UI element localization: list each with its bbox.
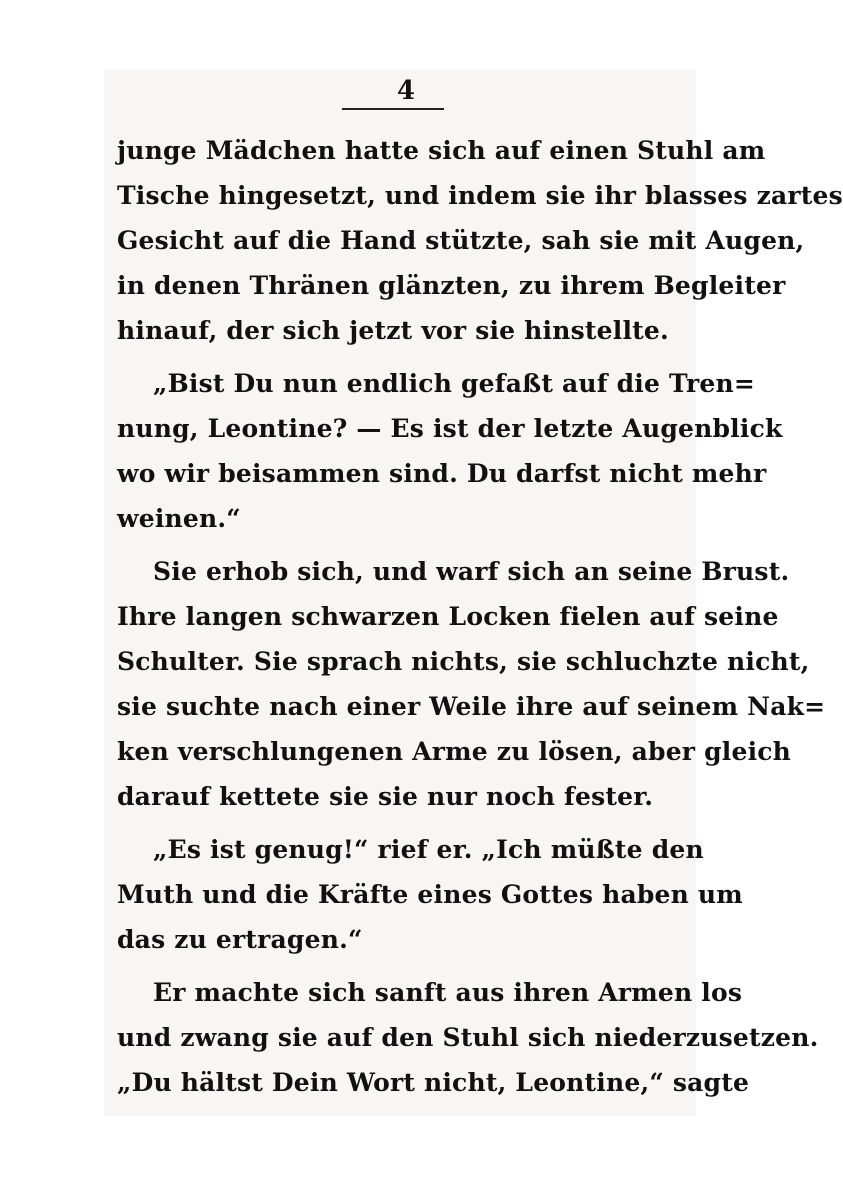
- body-text: [117, 128, 843, 1105]
- text-line: Ihre langen schwarzen Locken fielen auf seine: [117, 602, 779, 631]
- text-line: und zwang sie auf den Stuhl sich niederzusetzen.: [117, 1023, 819, 1052]
- text-line: nung, Leontine? — Es ist der letzte Augenblick: [117, 414, 783, 443]
- page-number-rule: [342, 108, 444, 110]
- text-line: Schulter. Sie sprach nichts, sie schluchzte nicht,: [117, 647, 810, 676]
- text-line: „Es ist genug!“ rief er. „Ich müßte den: [153, 835, 704, 864]
- text-line: Tische hingesetzt, und indem sie ihr blasses zartes: [117, 181, 843, 210]
- text-line: darauf kettete sie sie nur noch fester.: [117, 782, 654, 811]
- text-line: Sie erhob sich, und warf sich an seine Brust.: [153, 557, 790, 586]
- text-line: in denen Thränen glänzten, zu ihrem Begleiter: [117, 271, 786, 300]
- text-line: hinauf, der sich jetzt vor sie hinstellte.: [117, 316, 669, 345]
- page-number: 4: [396, 76, 416, 106]
- text-line: junge Mädchen hatte sich auf einen Stuhl am: [117, 136, 766, 165]
- text-line: ken verschlungenen Arme zu lösen, aber gleich: [117, 737, 792, 766]
- text-line: „Du hältst Dein Wort nicht, Leontine,“ sagte: [117, 1068, 750, 1097]
- text-line: weinen.“: [117, 504, 241, 533]
- text-line: sie suchte nach einer Weile ihre auf seinem Nak=: [117, 692, 826, 721]
- text-line: Er machte sich sanft aus ihren Armen los: [153, 978, 743, 1007]
- text-line: „Bist Du nun endlich gefaßt auf die Tren=: [153, 369, 755, 398]
- text-line: Gesicht auf die Hand stützte, sah sie mit Augen,: [117, 226, 805, 255]
- text-line: das zu ertragen.“: [117, 925, 363, 954]
- text-line: wo wir beisammen sind. Du darfst nicht mehr: [117, 459, 767, 488]
- text-line: Muth und die Kräfte eines Gottes haben um: [117, 880, 743, 909]
